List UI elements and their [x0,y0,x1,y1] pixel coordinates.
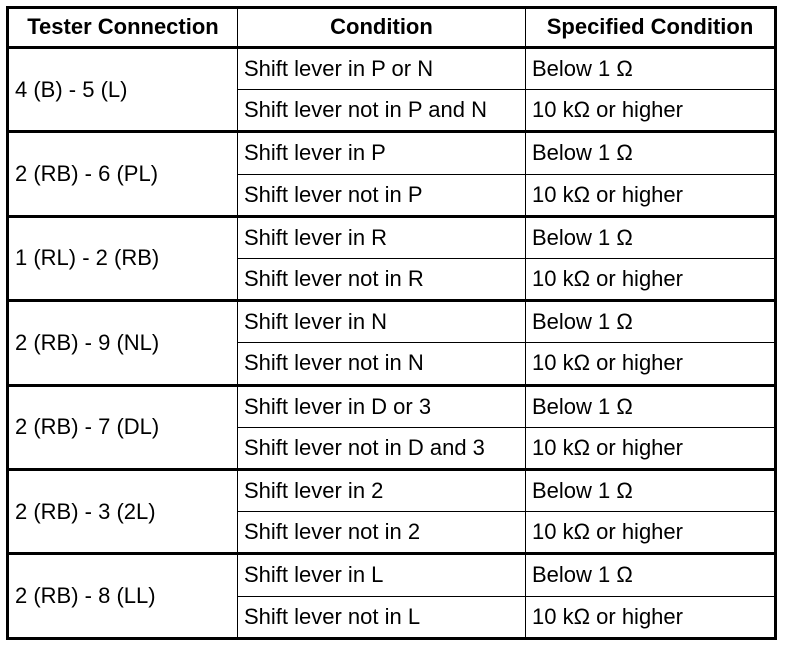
condition-cell: Shift lever in P [238,132,526,174]
specified-condition-cell: Below 1 Ω [526,470,776,512]
tester-connection-cell: 2 (RB) - 3 (2L) [8,470,238,554]
specified-condition-cell: 10 kΩ or higher [526,174,776,216]
condition-cell: Shift lever not in P [238,174,526,216]
specification-table [6,6,777,640]
table-header [8,8,776,48]
condition-cell: Shift lever not in P and N [238,90,526,132]
tester-connection-cell: 1 (RL) - 2 (RB) [8,216,238,300]
specified-condition-cell: Below 1 Ω [526,48,776,90]
condition-cell: Shift lever in N [238,301,526,343]
specified-condition-cell: Below 1 Ω [526,385,776,427]
condition-cell: Shift lever in R [238,216,526,258]
condition-cell: Shift lever not in 2 [238,512,526,554]
specified-condition-cell: 10 kΩ or higher [526,427,776,469]
header-tester-connection: Tester Connection [8,8,238,48]
tester-connection-cell: 2 (RB) - 6 (PL) [8,132,238,216]
tester-connection-cell: 2 (RB) - 7 (DL) [8,385,238,469]
specified-condition-cell: 10 kΩ or higher [526,343,776,385]
specified-condition-cell: Below 1 Ω [526,301,776,343]
table-row [8,216,776,258]
tester-connection-cell: 4 (B) - 5 (L) [8,48,238,132]
specified-condition-cell: 10 kΩ or higher [526,596,776,638]
tester-connection-cell: 2 (RB) - 8 (LL) [8,554,238,639]
specified-condition-cell: Below 1 Ω [526,132,776,174]
table-row [8,470,776,512]
table-row [8,132,776,174]
table-row [8,301,776,343]
condition-cell: Shift lever in D or 3 [238,385,526,427]
condition-cell: Shift lever not in N [238,343,526,385]
table-body [8,48,776,639]
header-condition: Condition [238,8,526,48]
condition-cell: Shift lever in P or N [238,48,526,90]
specified-condition-cell: 10 kΩ or higher [526,90,776,132]
tester-connection-cell: 2 (RB) - 9 (NL) [8,301,238,385]
specified-condition-cell: Below 1 Ω [526,554,776,596]
specified-condition-cell: 10 kΩ or higher [526,259,776,301]
condition-cell: Shift lever not in D and 3 [238,427,526,469]
condition-cell: Shift lever in L [238,554,526,596]
header-row [8,8,776,48]
table-row [8,385,776,427]
specified-condition-cell: Below 1 Ω [526,216,776,258]
table-row [8,554,776,596]
condition-cell: Shift lever not in R [238,259,526,301]
table-row [8,48,776,90]
header-specified-condition: Specified Condition [526,8,776,48]
condition-cell: Shift lever in 2 [238,470,526,512]
condition-cell: Shift lever not in L [238,596,526,638]
specified-condition-cell: 10 kΩ or higher [526,512,776,554]
